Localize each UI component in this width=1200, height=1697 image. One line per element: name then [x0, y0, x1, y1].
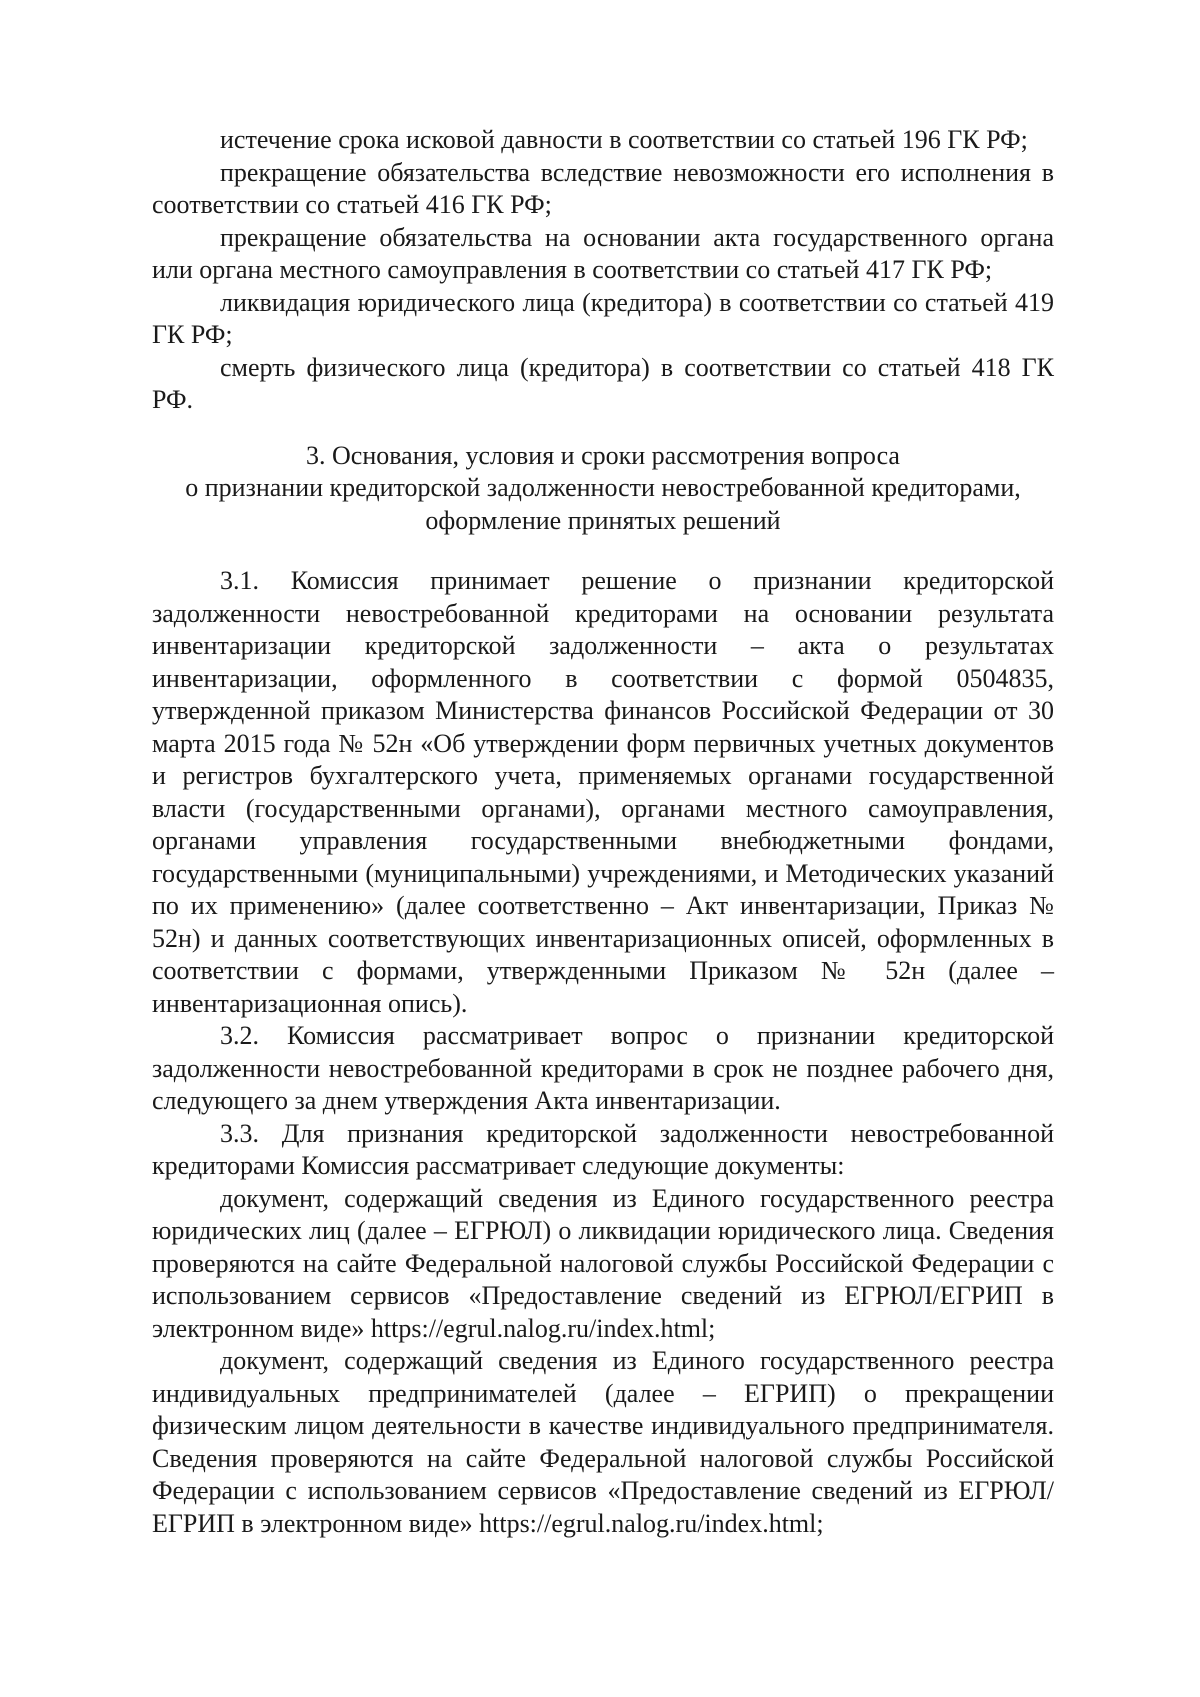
paragraph-state-act-termination: прекращение обязательства на основании акта государственного органа или органа местного самоуправления в соответствии со статьей 417 ГК РФ; [152, 222, 1054, 284]
section-heading [152, 440, 1054, 538]
document-item-egrip: документ, содержащий сведения из Единого государственного реестра индивидуальных предпринимателей (далее – ЕГРИП) о прекращении физическим лицом деятельности в качестве индивидуального предпринимателя. Сведения проверяются на сайте Федеральной налоговой службы Российской Федерации с использованием сервисов «Предоставление сведений из ЕГРЮЛ/ЕГРИП в электронном виде» https://egrul.nalog.ru/index.html; [152, 1346, 1054, 1538]
paragraph-legal-entity-liquidation: ликвидация юридического лица (кредитора) в соответствии со статьей 419 ГК РФ; [152, 287, 1054, 349]
paragraph-death-of-creditor: смерть физического лица (кредитора) в соответствии со статьей 418 ГК РФ. [152, 352, 1054, 414]
clause-3-3: 3.3. Для признания кредиторской задолженности невостребованной кредиторами Комиссия рассматривает следующие документы: [152, 1118, 1054, 1180]
clause-3-2: 3.2. Комиссия рассматривает вопрос о признании кредиторской задолженности невостребованной кредиторами в срок не позднее рабочего дня, следующего за днем утверждения Акта инвентаризации. [152, 1021, 1054, 1115]
document-item-egrul: документ, содержащий сведения из Единого государственного реестра юридических лиц (далее – ЕГРЮЛ) о ликвидации юридического лица. Сведения проверяются на сайте Федеральной налоговой службы Российской Федерации с использованием сервисов «Предоставление сведений из ЕГРЮЛ/ЕГРИП в электронном виде» https://egrul.nalog.ru/index.html; [152, 1183, 1054, 1343]
section-heading-line-1: 3. Основания, условия и сроки рассмотрения вопроса [306, 440, 900, 470]
section-content [152, 565, 1054, 1540]
paragraph-limitation-period: истечение срока исковой давности в соответствии со статьей 196 ГК РФ; [220, 125, 1028, 154]
paragraph-impossibility-of-performance: прекращение обязательства вследствие невозможности его исполнения в соответствии со статьей 416 ГК РФ; [152, 157, 1054, 219]
document-body [152, 124, 1054, 1540]
section-heading-line-3: оформление принятых решений [425, 505, 781, 535]
clause-3-1: 3.1. Комиссия принимает решение о признании кредиторской задолженности невостребованной кредиторами на основании результата инвентаризации кредиторской задолженности – акта о результатах инвентаризации, оформленного в соответствии с формой 0504835, утвержденной приказом Министерства финансов Российской Федерации от 30 марта 2015 года № 52н «Об утверждении форм первичных учетных документов и регистров бухгалтерского учета, применяемых органами государственной власти (государственными органами), органами местного самоуправления, органами управления государственными внебюджетными фондами, государственными (муниципальными) учреждениями, и Методических указаний по их применению» (далее соответственно – Акт инвентаризации, Приказ № 52н) и данных соответствующих инвентаризационных описей, оформленных в соответствии с формами, утвержденными Приказом № 52н (далее – инвентаризационная опись). [152, 566, 1054, 1018]
section-heading-line-2: о признании кредиторской задолженности невостребованной кредиторами, [185, 473, 1021, 502]
